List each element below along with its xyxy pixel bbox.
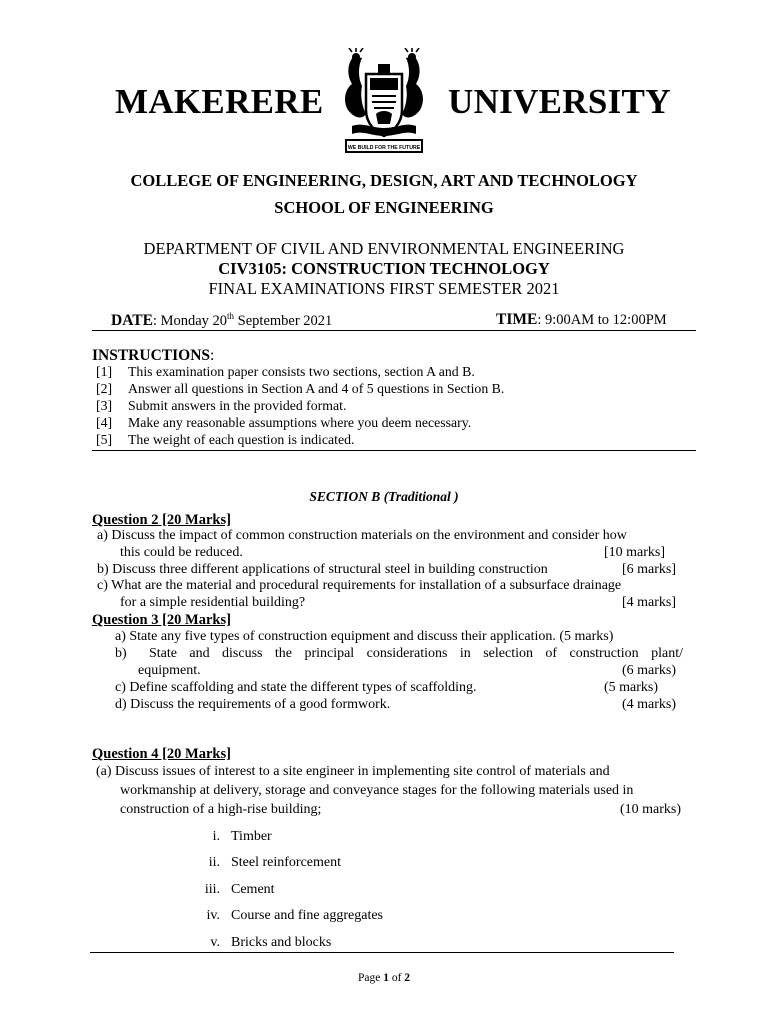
page-number: Page 1 of 2 [357, 972, 411, 984]
question-3b-text: State and discuss the principal considerations in selection of construction plant/ [149, 646, 683, 661]
instructions-title: INSTRUCTIONS: [92, 347, 215, 364]
department-name: DEPARTMENT OF CIVIL AND ENVIRONMENTAL ENGINEERING [143, 239, 625, 258]
question-2c-marks: [4 marks] [622, 595, 677, 610]
instruction-item: [4] Make any reasonable assumptions where you deem necessary. [96, 415, 472, 430]
question-2a-text: a) Discuss the impact of common construction materials on the environment and consider how [97, 528, 627, 543]
question-2c-text-cont: for a simple residential building? [120, 595, 306, 610]
question-3c-marks: (5 marks) [604, 680, 659, 695]
list-item-number: iii. [204, 882, 220, 897]
question-2a-text-cont: this could be reduced. [120, 545, 243, 560]
university-name-right: UNIVERSITY [448, 82, 671, 121]
instruction-item: [1] This examination paper consists two sections, section A and B. [96, 364, 475, 379]
university-name-left: MAKERERE [115, 82, 324, 121]
instruction-item: [2] Answer all questions in Section A and 4 of 5 questions in Section B. [96, 381, 505, 396]
exam-time: TIME: 9:00AM to 12:00PM [496, 311, 667, 328]
question-3b-text-cont: equipment. [138, 663, 201, 678]
university-crest-logo [332, 48, 436, 158]
list-item-number: ii. [208, 855, 220, 870]
question-2b-text: b) Discuss three different applications of structural steel in building construction [97, 562, 548, 577]
question-4a-marks: (10 marks) [620, 802, 682, 817]
divider [92, 330, 696, 331]
section-b-title: SECTION B (Traditional ) [309, 489, 459, 504]
question-4a-text-cont: construction of a high-rise building; [120, 802, 322, 817]
list-item: Cement [231, 882, 275, 897]
question-3d-text: d) Discuss the requirements of a good formwork. [115, 697, 391, 712]
question-3d-marks: (4 marks) [622, 697, 677, 712]
list-item-number: i. [212, 829, 220, 844]
question-3b-marks: (6 marks) [622, 663, 677, 678]
question-4-title: Question 4 [20 Marks] [92, 746, 231, 762]
instruction-item: [5] The weight of each question is indicated. [96, 432, 355, 447]
question-4a-text: (a) Discuss issues of interest to a site engineer in implementing site control of materials and [96, 764, 610, 779]
school-name: SCHOOL OF ENGINEERING [274, 198, 494, 217]
college-name: COLLEGE OF ENGINEERING, DESIGN, ART AND TECHNOLOGY [130, 171, 638, 190]
crest-motto: WE BUILD FOR THE FUTURE [347, 145, 421, 151]
course-title: CIV3105: CONSTRUCTION TECHNOLOGY [218, 259, 550, 278]
list-item-number: iv. [206, 908, 220, 923]
question-3b-label: b) [115, 646, 127, 661]
instruction-item: [3] Submit answers in the provided format. [96, 398, 347, 413]
question-3a-text: a) State any five types of construction equipment and discuss their application. (5 marks) [115, 629, 614, 644]
divider [90, 952, 674, 953]
list-item: Course and fine aggregates [231, 908, 383, 923]
exam-title: FINAL EXAMINATIONS FIRST SEMESTER 2021 [208, 279, 560, 298]
list-item-number: v. [210, 935, 220, 950]
list-item: Steel reinforcement [231, 855, 342, 870]
divider [92, 450, 696, 451]
question-2-title: Question 2 [20 Marks] [92, 512, 231, 528]
list-item: Bricks and blocks [231, 935, 332, 950]
list-item: Timber [231, 829, 272, 844]
exam-date: DATE: Monday 20th September 2021 [111, 311, 333, 329]
question-3c-text: c) Define scaffolding and state the different types of scaffolding. [115, 680, 477, 695]
question-3-title: Question 3 [20 Marks] [92, 612, 231, 628]
question-4a-text-cont: workmanship at delivery, storage and conveyance stages for the following materials used in [120, 783, 634, 798]
question-2c-text: c) What are the material and procedural requirements for installation of a subsurface drainage [97, 578, 622, 593]
question-2a-marks: [10 marks] [604, 545, 666, 560]
question-2b-marks: [6 marks] [622, 562, 677, 577]
